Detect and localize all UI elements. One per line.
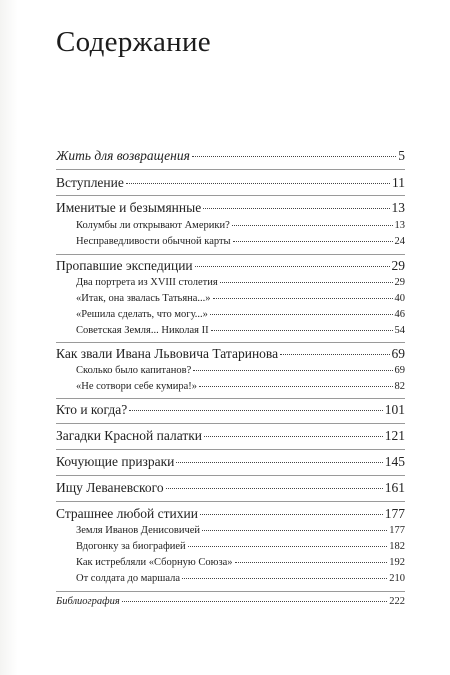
toc-subentry [76,236,405,247]
toc-page-number: 222 [389,596,405,607]
toc-page-number: 46 [394,309,405,320]
toc-entry-title: Сколько было капитанов? [76,365,192,376]
toc-subentry [76,573,405,584]
toc-subentry [76,541,405,552]
toc-entry-title: «Не сотвори себе кумира!» [76,381,198,392]
toc-page-number: 192 [389,557,405,568]
toc-page-number: 54 [394,325,405,336]
toc-page-number: 177 [389,525,405,536]
dot-leader [122,601,388,602]
toc-subentry [76,365,405,376]
toc-page-number: 13 [394,220,405,231]
toc-entry-title: Загадки Красной палатки [56,428,203,443]
divider [56,475,405,476]
dot-leader [233,241,393,242]
toc-subentry [76,220,405,231]
dot-leader [235,562,388,563]
toc-entry [56,506,405,522]
dot-leader [220,282,393,283]
dot-leader [188,546,388,547]
dot-leader [211,330,393,331]
toc-entry-title: Именитые и безымянные [56,200,202,215]
toc-entry [56,258,405,274]
toc-page-number: 161 [384,480,405,495]
toc-subentry [76,557,405,568]
dot-leader [195,266,390,267]
toc-entry-title: «Итак, она звалась Татьяна...» [76,293,211,304]
toc-entry [56,454,405,470]
toc-page-number: 29 [391,258,405,273]
toc-entry-title: Ищу Леваневского [56,480,164,495]
toc-entry-title: Земля Иванов Денисовичей [76,525,201,536]
dot-leader [166,488,383,489]
dot-leader [213,298,393,299]
toc-entry [56,402,405,418]
toc-entry [56,428,405,444]
toc-entry-title: Страшнее любой стихии [56,506,198,521]
toc-entry-title: Кто и когда? [56,402,128,417]
dot-leader [202,530,387,531]
divider [56,591,405,592]
toc-entry-title: Как истребляли «Сборную Союза» [76,557,233,568]
dot-leader [192,156,396,157]
toc-page-number: 24 [394,236,405,247]
dot-leader [193,370,392,371]
toc-subentry [76,525,405,536]
toc-entry-title: Колумбы ли открывают Америки? [76,220,230,231]
divider [56,342,405,343]
toc-page-number: 182 [389,541,405,552]
toc-subentry [76,293,405,304]
toc-entry [56,175,405,191]
toc-subentry [76,309,405,320]
toc-entry-title: Пропавшие экспедиции [56,258,193,273]
dot-leader [129,410,382,411]
toc-entry-title: От солдата до маршала [76,573,180,584]
dot-leader [204,436,383,437]
toc-entry [56,200,405,216]
toc-page-number: 177 [384,506,405,521]
toc-entry [56,148,405,164]
dot-leader [182,578,387,579]
toc-page-number: 40 [394,293,405,304]
toc-entry [56,346,405,362]
toc-entry-title: Вступление [56,175,124,190]
toc-entry-title: Советская Земля... Николая II [76,325,209,336]
toc-page-number: 29 [394,277,405,288]
toc-entry-title: Библиография [56,596,120,607]
divider [56,423,405,424]
toc-subentry [76,325,405,336]
divider [56,398,405,399]
dot-leader [200,514,383,515]
toc-page-number: 69 [391,346,405,361]
dot-leader [199,386,392,387]
toc-page-number: 121 [384,428,405,443]
toc-entry-title: Вдогонку за биографией [76,541,186,552]
page-title: Содержание [56,26,211,58]
divider [56,254,405,255]
toc-entry [56,480,405,496]
toc-page-number: 69 [394,365,405,376]
toc-entry-title: Кочующие призраки [56,454,175,469]
dot-leader [126,183,390,184]
toc-page-number: 11 [392,175,405,190]
divider [56,501,405,502]
toc-page-number: 5 [398,148,405,163]
toc-entry-title: «Решила сделать, что могу...» [76,309,208,320]
toc-entry-bibliography [56,596,405,607]
dot-leader [176,462,382,463]
toc-subentry [76,381,405,392]
divider [56,449,405,450]
dot-leader [280,354,389,355]
toc-subentry [76,277,405,288]
toc-entry-title: Жить для возвращения [56,148,190,163]
toc-page-number: 82 [394,381,405,392]
dot-leader [232,225,393,226]
toc-page-number: 13 [391,200,405,215]
divider [56,169,405,170]
toc-page-number: 210 [389,573,405,584]
toc-entry-title: Два портрета из XVIII столетия [76,277,218,288]
toc-page-number: 145 [384,454,405,469]
divider [56,195,405,196]
toc-page-number: 101 [384,402,405,417]
dot-leader [203,208,389,209]
toc-entry-title: Несправедливости обычной карты [76,236,231,247]
dot-leader [210,314,393,315]
toc-entry-title: Как звали Ивана Львовича Татаринова [56,346,279,361]
